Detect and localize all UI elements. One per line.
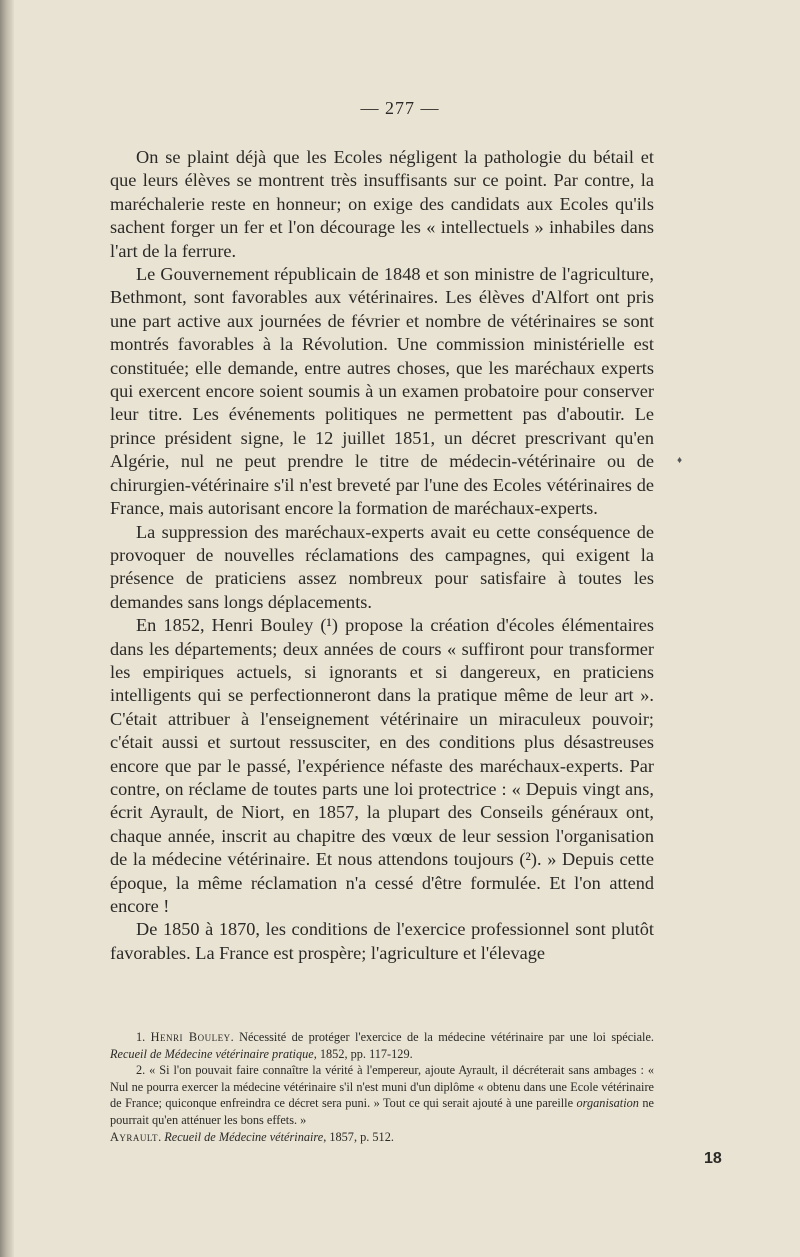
- main-text: [110, 146, 654, 965]
- footnote-2-title: Recueil de Médecine vétérinaire: [164, 1129, 324, 1144]
- footnote-1-title: Recueil de Médecine vétérinaire pratique: [110, 1046, 314, 1061]
- footnote-1-text: . Nécessité de protéger l'exercice de la médecine vétérinaire par une loi spéciale.: [230, 1030, 654, 1044]
- footnote-2-text-cont: ne pourrait qu'en atténuer les bons effets. »: [110, 1096, 654, 1127]
- paragraph-4: En 1852, Henri Bouley (¹) propose la création d'écoles élémentaires dans les départements; deux années de cours « suffiront pour transformer les empiriques actuels, si ignorants et si dangereux, en praticiens intelligents qui se perfectionneront dans la pratique même de leur art ». C'était attribuer à l'enseignement vétérinaire un miraculeux pouvoir; c'était aussi et surtout ressusciter, en des conditions plus désastreuses encore que par le passé, l'expérience néfaste des maréchaux-experts. Par contre, on réclame de toutes parts une loi protectrice : « Depuis vingt ans, écrit Ayrault, de Niort, en 1857, la plupart des Conseils généraux ont, chaque année, inscrit au chapitre des vœux de leur session l'organisation de la médecine vétérinaire. Et nous attendons toujours (²). » Depuis cette époque, la même réclamation n'a cessé d'être formulée. Et l'on attend encore !: [110, 615, 654, 916]
- footnote-1-number: 1.: [136, 1030, 151, 1044]
- footnote-1-author: Henri Bouley: [150, 1030, 231, 1044]
- paragraph-2: Le Gouvernement républicain de 1848 et son ministre de l'agriculture, Bethmont, sont favorables aux vétérinaires. Les élèves d'Alfort ont pris une part active aux journées de février et nombre de vétérinaires se sont montrés favorables à la Révolution. Une commission ministérielle est constituée; elle demande, entre autres choses, que les maréchaux experts qui exercent encore soient soumis à un examen probatoire pour conserver leur titre. Les événements politiques ne permettent pas d'aboutir. Le prince président signe, le 12 juillet 1851, un décret prescrivant qu'en Algérie, nul ne peut prendre le titre de médecin-vétérinaire ou de chirurgien-vétérinaire s'il n'est breveté par l'une des Ecoles vétérinaires de France, mais autorisant encore la formation de maréchaux-experts.: [110, 264, 654, 519]
- margin-mark-icon: ♦: [677, 455, 683, 466]
- footnote-2-emphasis: organisation: [576, 1096, 639, 1111]
- footnote-2-tail: , 1857, p. 512.: [323, 1129, 394, 1144]
- footnote-2: [110, 1062, 654, 1145]
- footnote-2-text: 2. « Si l'on pouvait faire connaître la vérité à l'empereur, ajoute Ayrault, il décréterait sans ambages : « Nul ne pourra exercer la médecine vétérinaire s'il n'est muni d'un diplôme « obtenu dans une Ecole vétérinaire de France; quiconque enfreindra ce décret sera puni. » Tout ce qui serait ajouté à une pareille: [110, 1063, 654, 1111]
- signature-mark: 18: [704, 1150, 722, 1167]
- footnote-2-author: Ayrault: [110, 1129, 159, 1144]
- footnote-1-tail: , 1852, pp. 117-129.: [313, 1046, 413, 1061]
- page-binding-edge: [0, 0, 14, 1257]
- footnote-2-sep: .: [158, 1129, 165, 1144]
- paragraph-3: La suppression des maréchaux-experts avait eu cette conséquence de provoquer de nouvelles réclamations des campagnes, qui exigent la présence de praticiens assez nombreux pour satisfaire à toutes les demandes sans longs déplacements.: [110, 521, 654, 612]
- page-number: — 277 —: [360, 98, 440, 118]
- paragraph-1: On se plaint déjà que les Ecoles négligent la pathologie du bétail et que leurs élèves se montrent très insuffisants sur ce point. Par contre, la maréchalerie reste en honneur; on exige des candidats aux Ecoles qu'ils sachent forger un fer et l'on décourage les « intellectuels » inhabiles dans l'art de la ferrure.: [110, 147, 654, 261]
- footnotes: [110, 1029, 654, 1145]
- footnote-1: [110, 1029, 654, 1062]
- paragraph-5: De 1850 à 1870, les conditions de l'exercice professionnel sont plutôt favorables. La France est prospère; l'agriculture et l'élevage: [110, 919, 654, 963]
